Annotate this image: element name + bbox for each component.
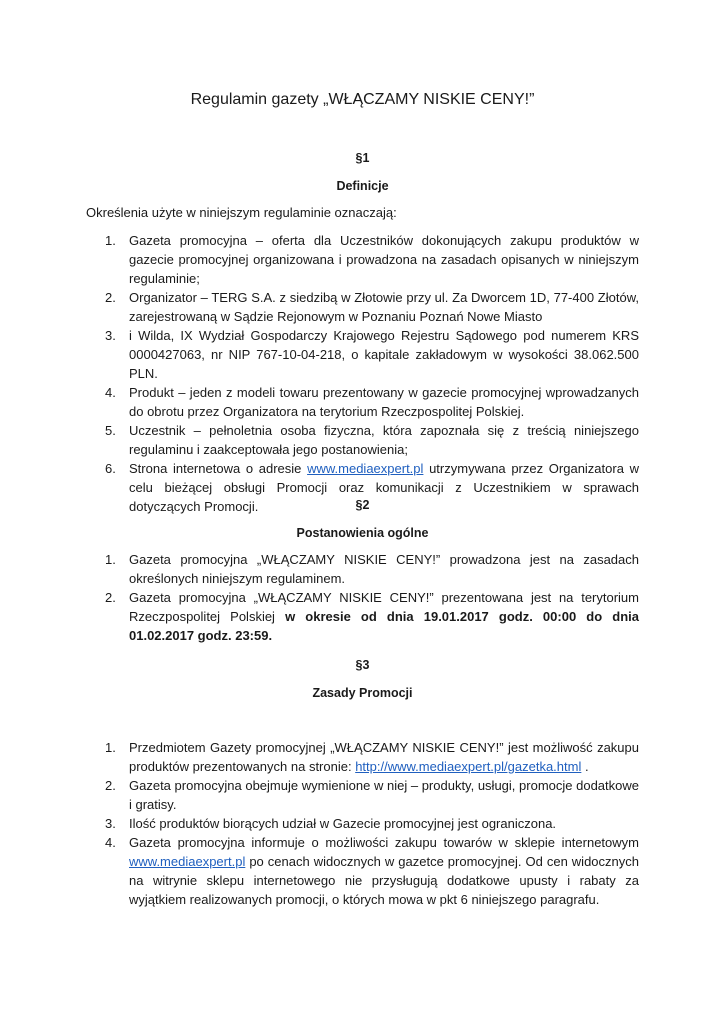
item-text: . bbox=[581, 759, 589, 774]
item-number: 1. bbox=[105, 740, 116, 755]
list-item bbox=[86, 588, 639, 645]
section-2-number: §2 bbox=[355, 498, 370, 512]
item-text: Produkt – jeden z modeli towaru prezentowany w gazecie promocyjnej wprowadzanych do obrotu przez Organizatora na terytorium Rzeczpospolitej Polskiej. bbox=[129, 385, 639, 419]
section-1-intro: Określenia użyte w niniejszym regulaminie oznaczają: bbox=[86, 205, 397, 220]
item-number: 2. bbox=[105, 590, 116, 605]
section-2-heading: Postanowienia ogólne bbox=[296, 526, 429, 540]
item-text: Gazeta promocyjna informuje o możliwości zakupu towarów w sklepie internetowym bbox=[129, 835, 639, 850]
item-text: Strona internetowa o adresie bbox=[129, 461, 308, 476]
section-1-list bbox=[86, 231, 639, 516]
item-number: 2. bbox=[105, 290, 116, 305]
mediaexpert-link[interactable]: www.mediaexpert.pl bbox=[129, 854, 246, 869]
list-item bbox=[86, 231, 639, 288]
item-number: 2. bbox=[105, 778, 116, 793]
item-text: po cenach widocznych w gazetce promocyjnej. Od cen widocznych na witrynie sklepu internetowego nie przysługują dodatkowe upusty i rabaty za wyjątkiem realizowanych promocji, o których mowa w pkt 6 niniejszego paragrafu. bbox=[129, 854, 639, 907]
list-item bbox=[86, 421, 639, 459]
section-1-number: §1 bbox=[355, 151, 370, 165]
section-3-list bbox=[86, 738, 639, 909]
item-number: 5. bbox=[105, 423, 116, 438]
item-text: i Wilda, IX Wydział Gospodarczy Krajowego Rejestru Sądowego pod numerem KRS 0000427063, nr NIP 767-10-04-218, o kapitale zakładowym w wysokości 38.062.500 PLN. bbox=[129, 328, 639, 381]
item-number: 4. bbox=[105, 385, 116, 400]
item-text: Gazeta promocyjna – oferta dla Uczestników dokonujących zakupu produktów w gazecie promocyjnej organizowana i prowadzona na zasadach opisanych w niniejszym regulaminie; bbox=[129, 233, 639, 286]
item-number: 4. bbox=[105, 835, 116, 850]
list-item bbox=[86, 814, 639, 833]
item-text: Uczestnik – pełnoletnia osoba fizyczna, która zapoznała się z treścią niniejszego regulaminu i zaakceptowała jego postanowienia; bbox=[129, 423, 639, 457]
section-3-heading: Zasady Promocji bbox=[312, 686, 413, 700]
list-item bbox=[86, 288, 639, 326]
list-item bbox=[86, 776, 639, 814]
item-text: Gazeta promocyjna „WŁĄCZAMY NISKIE CENY!” prezentowana jest na terytorium Rzeczpospolitej Polskiej bbox=[129, 590, 639, 624]
item-text: utrzymywana przez Organizatora w celu bieżącej obsługi Promocji oraz komunikacji z Uczestnikiem w sprawach dotyczących Promocji. bbox=[129, 461, 640, 514]
item-number: 3. bbox=[105, 328, 116, 343]
list-item bbox=[86, 738, 639, 776]
section-1-heading: Definicje bbox=[336, 179, 389, 193]
list-item bbox=[86, 383, 639, 421]
list-item bbox=[86, 833, 639, 909]
item-number: 1. bbox=[105, 233, 116, 248]
mediaexpert-link[interactable]: www.mediaexpert.pl bbox=[307, 461, 424, 476]
item-text: Organizator – TERG S.A. z siedzibą w Złotowie przy ul. Za Dworcem 1D, 77-400 Złotów, zarejestrowaną w Sądzie Rejonowym w Poznaniu Poznań Nowe Miasto bbox=[129, 290, 639, 324]
item-number: 6. bbox=[105, 461, 116, 476]
section-3-number: §3 bbox=[355, 658, 370, 672]
item-text: Przedmiotem Gazety promocyjnej „WŁĄCZAMY NISKIE CENY!” jest możliwość zakupu produktów prezentowanych na stronie: bbox=[129, 740, 639, 774]
item-text: Gazeta promocyjna „WŁĄCZAMY NISKIE CENY!” prowadzona jest na zasadach określonych niniejszym regulaminem. bbox=[129, 552, 639, 586]
document-title: Regulamin gazety „WŁĄCZAMY NISKIE CENY!” bbox=[190, 91, 535, 108]
list-item bbox=[86, 326, 639, 383]
list-item bbox=[86, 550, 639, 588]
section-2-list bbox=[86, 550, 639, 645]
item-number: 1. bbox=[105, 552, 116, 567]
item-text: Gazeta promocyjna obejmuje wymienione w niej – produkty, usługi, promocje dodatkowe i gratisy. bbox=[129, 778, 639, 812]
item-number: 3. bbox=[105, 816, 116, 831]
gazetka-link[interactable]: http://www.mediaexpert.pl/gazetka.html bbox=[355, 759, 582, 774]
item-text: Ilość produktów biorących udział w Gazecie promocyjnej jest ograniczona. bbox=[129, 816, 557, 831]
promotion-period: w okresie od dnia 19.01.2017 godz. 00:00 do dnia 01.02.2017 godz. 23:59. bbox=[129, 609, 639, 643]
